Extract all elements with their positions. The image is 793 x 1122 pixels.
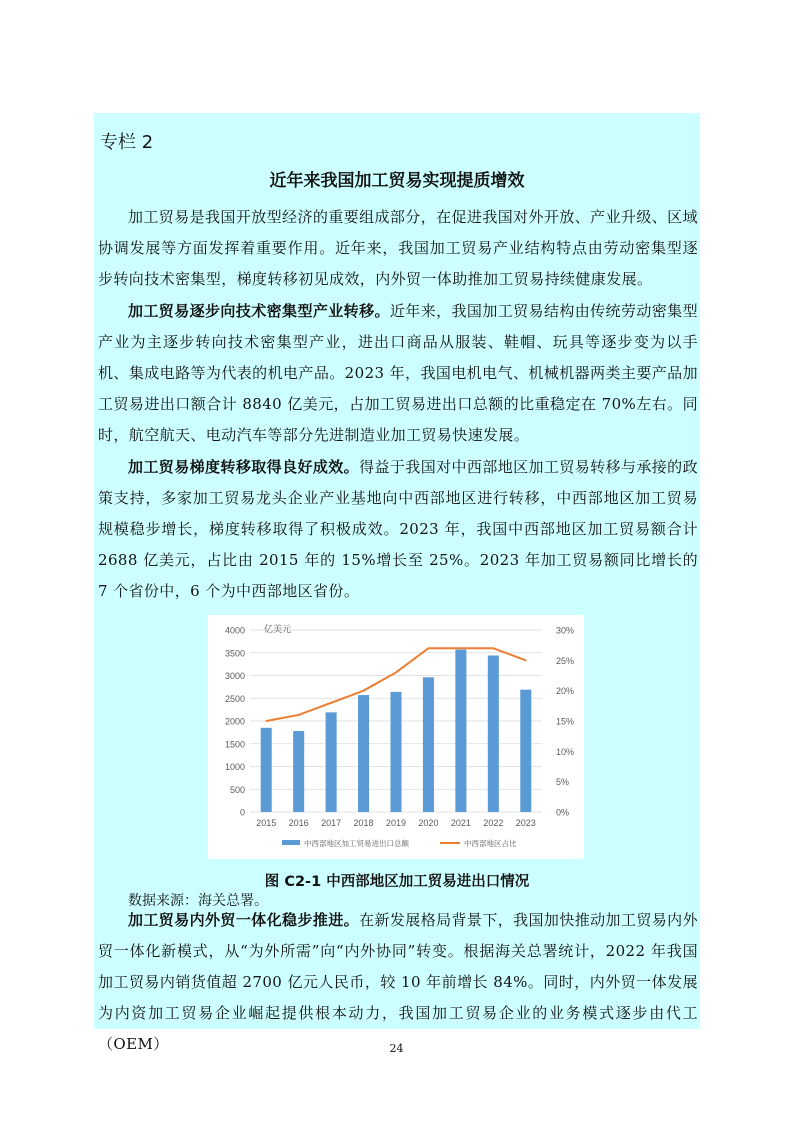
paragraph-body: 在新发展格局背景下，我国加快推动加工贸易内外贸一体化新模式，从“为外所需”向“内外协同”转变。根据海关总署统计，2022 年我国加工贸易内销货值超 2700 亿元人民币，较 10 年前增长 84%。同时，内外贸一体发展为内资加工贸易企业崛起提供根本动力，我国加工贸易企业的业务模式逐步由代工（OEM） — [98, 911, 698, 1053]
chart-container — [208, 615, 584, 859]
legend-swatch-bar — [282, 840, 300, 845]
y2-tick-label: 10% — [556, 746, 575, 757]
x-tick-label: 2016 — [288, 818, 309, 828]
line-point — [363, 690, 365, 692]
bar — [326, 712, 337, 812]
x-tick-label: 2021 — [450, 818, 471, 828]
y-tick-label: 3000 — [224, 671, 245, 681]
x-tick-label: 2018 — [353, 818, 374, 828]
x-tick-label: 2015 — [256, 818, 277, 828]
chart-svg — [208, 615, 584, 859]
line-point — [525, 660, 527, 662]
paragraph-body: 得益于我国对中西部地区加工贸易转移与承接的政策支持，多家加工贸易龙头企业产业基地向中西部地区进行转移，中西部地区加工贸易规模稳步增长，梯度转移取得了积极成效。2023 年，我国中西部地区加工贸易额合计 2688 亿美元，占比由 2015 年的 15%增长至 25%。2023 年加工贸易额同比增长的 7 个省份中，6 个为中西部地区省份。 — [98, 458, 698, 600]
x-tick-label: 2017 — [321, 818, 342, 828]
y-tick-label: 1000 — [224, 762, 245, 772]
paragraph-body: 近年来，我国加工贸易结构由传统劳动密集型产业为主逐步转向技术密集型产业，进出口商品从服装、鞋帽、玩具等逐步变为以手机、集成电路等为代表的机电产品。2023 年，我国电机电气、机械机器两类主要产品加工贸易进出口额合计 8840 亿美元，占加工贸易进出口总额的比重稳定在 70%左右。同时，航空航天、电动汽车等部分先进制造业加工贸易快速发展。 — [98, 302, 698, 444]
bar — [261, 728, 272, 812]
y-tick-label: 0 — [239, 807, 245, 818]
data-source: 数据来源：海关总署。 — [128, 893, 268, 909]
y2-tick-label: 25% — [556, 655, 575, 666]
line-point — [298, 714, 300, 716]
line-point — [330, 702, 332, 704]
figure-caption: 图 C2-1 中西部地区加工贸易进出口情况 — [264, 874, 530, 890]
y-tick-label: 500 — [229, 784, 245, 795]
legend-label: 中西部地区加工贸易进出口总额 — [304, 839, 409, 848]
y-tick-label: 1500 — [224, 739, 245, 750]
bar — [488, 655, 499, 812]
line-point — [428, 647, 430, 649]
paragraph-lead: 加工贸易梯度转移取得良好成效。 — [128, 458, 360, 476]
y-tick-label: 2500 — [224, 693, 245, 704]
unit-label: 亿美元 — [264, 625, 292, 635]
x-tick-label: 2023 — [515, 818, 536, 828]
paragraph-integration — [98, 905, 698, 1060]
page-number: 24 — [389, 1042, 404, 1055]
bar — [520, 690, 531, 812]
bar — [293, 731, 304, 812]
line-point — [265, 720, 267, 722]
line-point — [395, 672, 397, 674]
paragraph-tech-shift — [98, 296, 698, 451]
legend-label: 中西部地区占比 — [464, 839, 517, 848]
bar — [390, 692, 401, 812]
bar — [358, 695, 369, 812]
y2-tick-label: 30% — [556, 625, 575, 636]
paragraph-lead: 加工贸易逐步向技术密集型产业转移。 — [128, 302, 390, 320]
paragraph-intro: 加工贸易是我国开放型经济的重要组成部分，在促进我国对外开放、产业升级、区域协调发展等方面发挥着重要作用。近年来，我国加工贸易产业结构特点由劳动密集型逐步转向技术密集型，梯度转移初见成效，内外贸一体助推加工贸易持续健康发展。 — [98, 208, 698, 288]
paragraph-lead: 加工贸易内外贸一体化稳步推进。 — [128, 911, 360, 929]
y2-tick-label: 20% — [556, 686, 575, 697]
y-tick-label: 3500 — [224, 648, 245, 659]
column-title: 近年来我国加工贸易实现提质增效 — [269, 171, 525, 191]
y2-tick-label: 15% — [556, 716, 575, 727]
bar — [423, 677, 434, 812]
line-point — [460, 647, 462, 649]
x-tick-label: 2019 — [385, 818, 407, 828]
bar — [455, 650, 466, 812]
y-tick-label: 4000 — [224, 625, 245, 636]
x-tick-label: 2022 — [483, 818, 504, 828]
y2-tick-label: 0% — [556, 807, 570, 818]
column-label: 专栏 2 — [100, 132, 154, 153]
y2-tick-label: 5% — [556, 777, 570, 788]
line-point — [493, 647, 495, 649]
y-tick-label: 2000 — [224, 716, 245, 727]
x-tick-label: 2020 — [418, 818, 439, 828]
paragraph-gradient-transfer — [98, 452, 698, 607]
